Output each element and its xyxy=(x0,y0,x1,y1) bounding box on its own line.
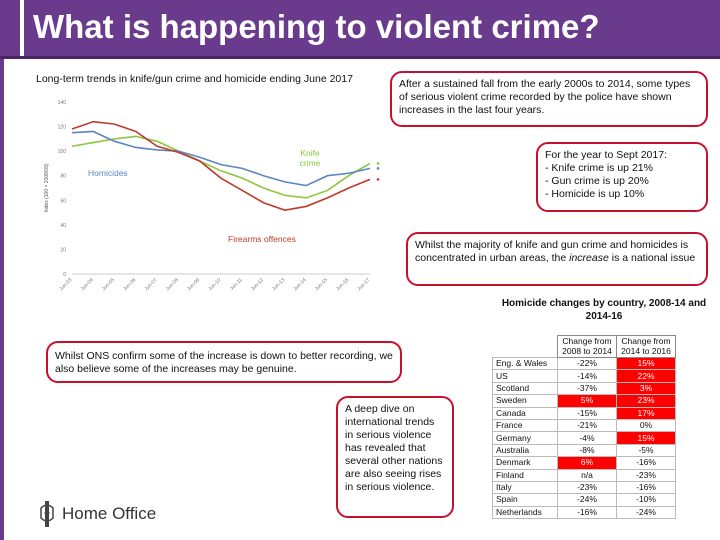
series-line-firearms xyxy=(72,122,370,210)
x-tick-label: Jun-13 xyxy=(271,277,287,293)
change-2008-2014-cell: -24% xyxy=(558,494,617,506)
table-row xyxy=(493,358,676,370)
country-cell: Canada xyxy=(493,407,558,419)
crest-icon xyxy=(38,500,56,528)
series-end-marker-firearms xyxy=(377,178,380,181)
change-2014-2016-cell: -10% xyxy=(617,494,676,506)
home-office-name: Home Office xyxy=(62,504,157,523)
country-cell: Australia xyxy=(493,444,558,456)
y-tick-label: 140 xyxy=(57,100,66,106)
y-tick-label: 60 xyxy=(60,198,66,205)
change-2014-2016-cell: 17% xyxy=(617,407,676,419)
chart-title: Long-term trends in knife/gun crime and homicide ending June 2017 xyxy=(36,73,353,85)
table-row xyxy=(493,370,676,382)
table-row xyxy=(493,506,676,518)
change-2014-2016-cell: 22% xyxy=(617,370,676,382)
x-tick-label: Jun-10 xyxy=(207,277,223,293)
x-tick-label: Jun-11 xyxy=(228,277,244,292)
country-cell: Spain xyxy=(493,494,558,506)
table-row xyxy=(493,481,676,493)
change-2008-2014-cell: -14% xyxy=(558,370,617,382)
change-2014-2016-cell: 23% xyxy=(617,395,676,407)
homicide-table xyxy=(492,335,676,519)
series-label-knife: Knife crime xyxy=(299,148,321,168)
change-2008-2014-cell: -37% xyxy=(558,382,617,394)
urban-text-post: is a national issue xyxy=(608,252,696,264)
header-accent-bar xyxy=(20,0,24,56)
x-tick-label: Jun-15 xyxy=(313,277,329,293)
country-cell: Sweden xyxy=(493,395,558,407)
x-tick-label: Jun-17 xyxy=(356,277,372,293)
country-cell: Eng. & Wales xyxy=(493,358,558,370)
y-axis-label: Index (100 = 2008/09) xyxy=(44,163,50,213)
x-tick-label: Jun-04 xyxy=(79,277,95,293)
change-2008-2014-cell: -4% xyxy=(558,432,617,444)
country-cell: Scotland xyxy=(493,382,558,394)
y-tick-label: 80 xyxy=(60,173,66,180)
table-header-row xyxy=(493,336,676,358)
slide-header xyxy=(0,0,720,59)
change-2008-2014-cell: 6% xyxy=(558,457,617,469)
change-2014-2016-cell: 3% xyxy=(617,382,676,394)
change-2008-2014-cell: -16% xyxy=(558,506,617,518)
table-row xyxy=(493,407,676,419)
stats-line: - Gun crime is up 20% xyxy=(545,175,649,187)
table-row xyxy=(493,419,676,431)
y-tick-label: 0 xyxy=(63,272,66,278)
table-row xyxy=(493,382,676,394)
change-2014-2016-cell: 15% xyxy=(617,432,676,444)
country-column-header xyxy=(493,336,558,358)
country-cell: Germany xyxy=(493,432,558,444)
change-2014-2016-cell: 0% xyxy=(617,419,676,431)
table-row xyxy=(493,469,676,481)
trend-chart xyxy=(40,96,385,311)
stats-line: - Knife crime is up 21% xyxy=(545,162,653,174)
y-tick-label: 100 xyxy=(57,149,66,156)
change-2008-2014-cell: -21% xyxy=(558,419,617,431)
change-2008-2014-cell: n/a xyxy=(558,469,617,481)
column-header-2014-2016: Change from 2014 to 2016 xyxy=(617,336,676,358)
left-accent-strip xyxy=(0,59,4,540)
country-cell: Denmark xyxy=(493,457,558,469)
change-2014-2016-cell: 15% xyxy=(617,358,676,370)
table-row xyxy=(493,457,676,469)
x-tick-label: Jun-14 xyxy=(292,277,308,293)
stats-callout xyxy=(536,142,708,212)
x-tick-label: Jun-06 xyxy=(122,277,138,293)
table-row xyxy=(493,395,676,407)
change-2014-2016-cell: -16% xyxy=(617,457,676,469)
y-tick-label: 120 xyxy=(57,124,66,131)
change-2014-2016-cell: -5% xyxy=(617,444,676,456)
x-tick-label: Jun-07 xyxy=(143,277,159,293)
x-tick-label: Jun-12 xyxy=(249,277,265,293)
country-cell: Finland xyxy=(493,469,558,481)
change-2008-2014-cell: -15% xyxy=(558,407,617,419)
table-title: Homicide changes by country, 2008-14 and 2014-16 xyxy=(501,298,707,322)
table-row xyxy=(493,444,676,456)
country-cell: Italy xyxy=(493,481,558,493)
intro-callout: After a sustained fall from the early 2000s to 2014, some types of serious violent crime recorded by the police have shown increases in the last four years. xyxy=(390,71,708,127)
urban-text-pre: Whilst the majority of knife and gun crime and homicides is concentrated in urban areas, the xyxy=(415,239,689,264)
change-2014-2016-cell: -24% xyxy=(617,506,676,518)
ons-callout: Whilst ONS confirm some of the increase is down to better recording, we also believe some of the increases may be genuine. xyxy=(46,341,402,383)
x-tick-label: Jun-05 xyxy=(100,277,116,293)
stats-line: For the year to Sept 2017: xyxy=(545,149,667,161)
change-2008-2014-cell: -23% xyxy=(558,481,617,493)
deep-dive-callout: A deep dive on international trends in serious violence has revealed that several other nations are also seeing rises in serious violence. xyxy=(336,396,454,518)
change-2014-2016-cell: -23% xyxy=(617,469,676,481)
country-cell: US xyxy=(493,370,558,382)
table-row xyxy=(493,432,676,444)
x-tick-label: Jun-03 xyxy=(58,277,74,293)
urban-callout xyxy=(406,232,708,286)
stats-line: - Homicide is up 10% xyxy=(545,188,645,200)
urban-text-emphasis: increase xyxy=(569,252,609,264)
change-2014-2016-cell: -16% xyxy=(617,481,676,493)
change-2008-2014-cell: 5% xyxy=(558,395,617,407)
change-2008-2014-cell: -22% xyxy=(558,358,617,370)
table-row xyxy=(493,494,676,506)
series-end-marker-knife xyxy=(377,162,380,165)
change-2008-2014-cell: -8% xyxy=(558,444,617,456)
x-tick-label: Jun-08 xyxy=(164,277,180,293)
series-label-homicides: Homicides xyxy=(88,168,128,178)
x-tick-label: Jun-16 xyxy=(335,277,351,293)
series-label-firearms: Firearms offences xyxy=(228,234,296,244)
y-tick-label: 40 xyxy=(60,222,66,229)
country-cell: France xyxy=(493,419,558,431)
x-tick-label: Jun-09 xyxy=(186,277,202,293)
column-header-2008-2014: Change from 2008 to 2014 xyxy=(558,336,617,358)
series-end-marker-homicides xyxy=(377,167,380,170)
slide-title: What is happening to violent crime? xyxy=(33,8,600,45)
country-cell: Netherlands xyxy=(493,506,558,518)
y-tick-label: 20 xyxy=(60,247,66,254)
